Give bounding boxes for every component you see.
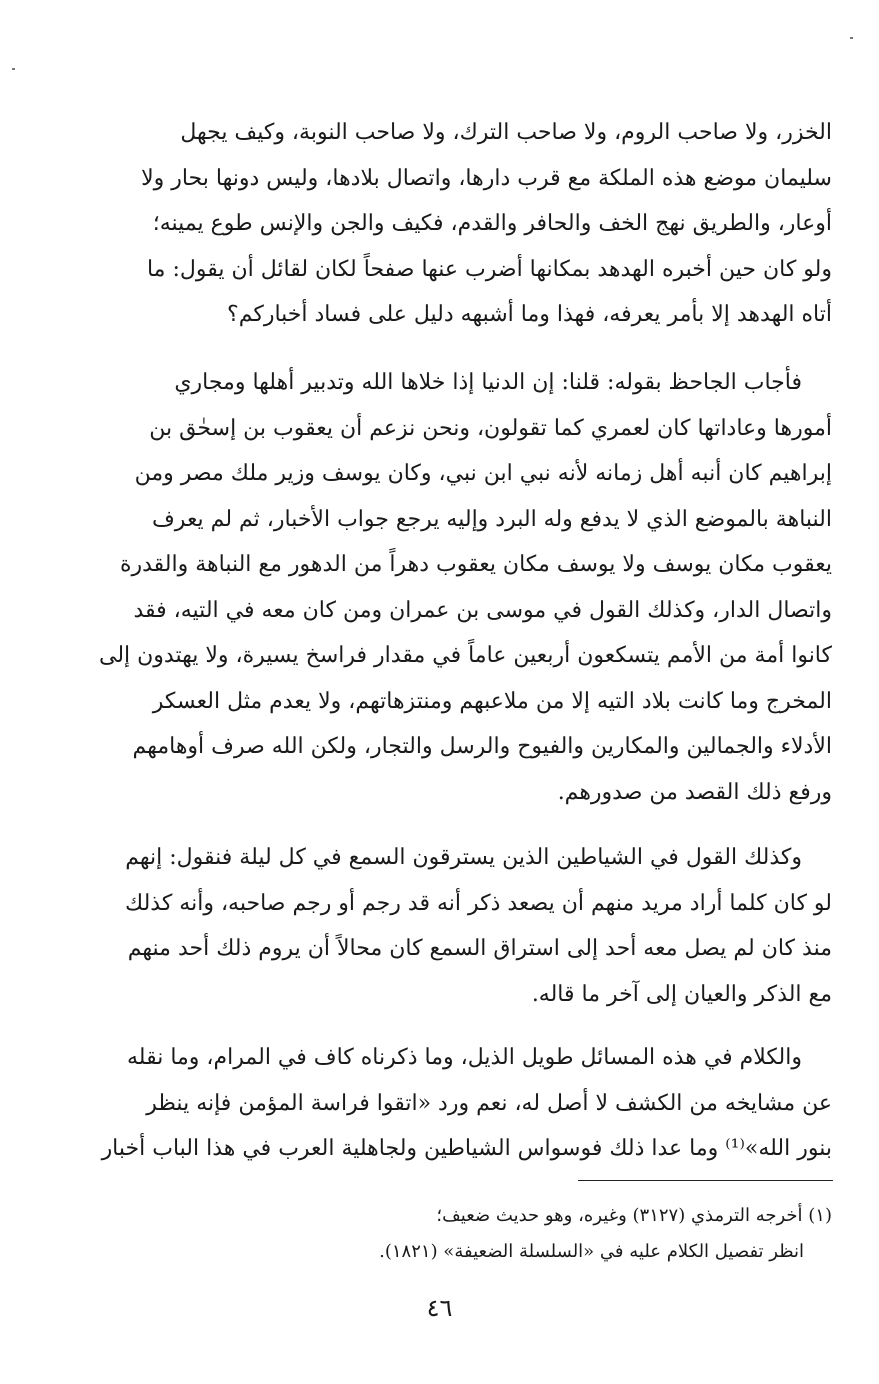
footnote-line: (١) أخرجه الترمذي (٣١٢٧) وغيره، وهو حديث ضعيف؛ <box>436 1205 832 1226</box>
text-line: النباهة بالموضع الذي لا يدفع وله البرد وإليه يرجع جواب الأخبار، ثم لم يعرف <box>152 506 832 532</box>
text-line: بنور الله»⁽¹⁾ وما عدا ذلك فوسواس الشياطين ولجاهلية العرب في هذا الباب أخبار <box>101 1136 832 1161</box>
text-line: عن مشايخه من الكشف لا أصل له، نعم ورد «اتقوا فراسة المؤمن فإنه ينظر <box>146 1090 832 1116</box>
scan-speck <box>12 68 15 70</box>
footnote-line: انظر تفصيل الكلام عليه في «السلسلة الضعيفة» (١٨٢١). <box>379 1241 804 1262</box>
text-line: أتاه الهدهد إلا بأمر يعرفه، فهذا وما أشبهه دليل على فساد أخباركم؟ <box>227 302 832 327</box>
text-line: المخرج وما كانت بلاد التيه إلا من ملاعبهم ومنتزهاتهم، ولا يعدم مثل العسكر <box>152 688 832 714</box>
text-line: لو كان كلما أراد مريد منهم أن يصعد ذكر أنه قد رجم أو رجم صاحبه، وأنه كذلك <box>125 890 832 916</box>
text-line: مع الذكر والعيان إلى آخر ما قاله. <box>531 981 832 1007</box>
text-line: ولو كان حين أخبره الهدهد بمكانها أضرب عنها صفحاً لكان لقائل أن يقول: ما <box>146 256 832 282</box>
paragraph-2 <box>42 360 832 815</box>
paragraph-3 <box>42 835 832 1017</box>
text-line: واتصال الدار، وكذلك القول في موسى بن عمران ومن كان معه في التيه، فقد <box>133 597 832 623</box>
text-line: أوعار، والطريق نهج الخف والحافر والقدم، فكيف والجن والإنس طوع يمينه؛ <box>152 211 832 236</box>
text-line: والكلام في هذه المسائل طويل الذيل، وما ذكرناه كاف في المرام، وما نقله <box>127 1045 802 1070</box>
footnotes <box>120 1198 832 1270</box>
text-line: فأجاب الجاحظ بقوله: قلنا: إن الدنيا إذا خلاها الله وتدبير أهلها ومجاري <box>174 370 802 395</box>
text-line: إبراهيم كان أنبه أهل زمانه لأنه نبي ابن نبي، وكان يوسف وزير ملك مصر ومن <box>134 461 832 486</box>
footnote-separator <box>578 1180 833 1181</box>
text-line: الأدلاء والجمالين والمكارين والفيوح والرسل والتجار، ولكن الله صرف أوهامهم <box>132 734 832 759</box>
page-number: ٤٦ <box>426 1294 453 1322</box>
text-line: سليمان موضع هذه الملكة مع قرب دارها، واتصال بلادها، وليس دونها بحار ولا <box>141 165 832 191</box>
text-line: كانوا أمة من الأمم يتسكعون أربعين عاماً في مقدار فراسخ يسيرة، ولا يهتدون إلى <box>98 643 832 668</box>
text-line: ورفع ذلك القصد من صدورهم. <box>557 779 832 805</box>
text-line: منذ كان لم يصل معه أحد إلى استراق السمع كان محالاً أن يروم ذلك أحد منهم <box>127 936 832 961</box>
text-line: وكذلك القول في الشياطين الذين يسترقون السمع في كل ليلة فنقول: إنهم <box>125 845 802 870</box>
text-line: أمورها وعاداتها كان لعمري كما تقولون، ونحن نزعم أن يعقوب بن إسحٰق بن <box>149 415 832 441</box>
paragraph-4 <box>42 1035 832 1172</box>
text-line: الخزر، ولا صاحب الروم، ولا صاحب الترك، ولا صاحب النوبة، وكيف يجهل <box>180 120 832 145</box>
scan-speck <box>850 37 853 39</box>
paragraph-1 <box>42 110 832 338</box>
text-line: يعقوب مكان يوسف ولا يوسف مكان يعقوب دهراً من الدهور مع النباهة والقدرة <box>119 552 832 577</box>
